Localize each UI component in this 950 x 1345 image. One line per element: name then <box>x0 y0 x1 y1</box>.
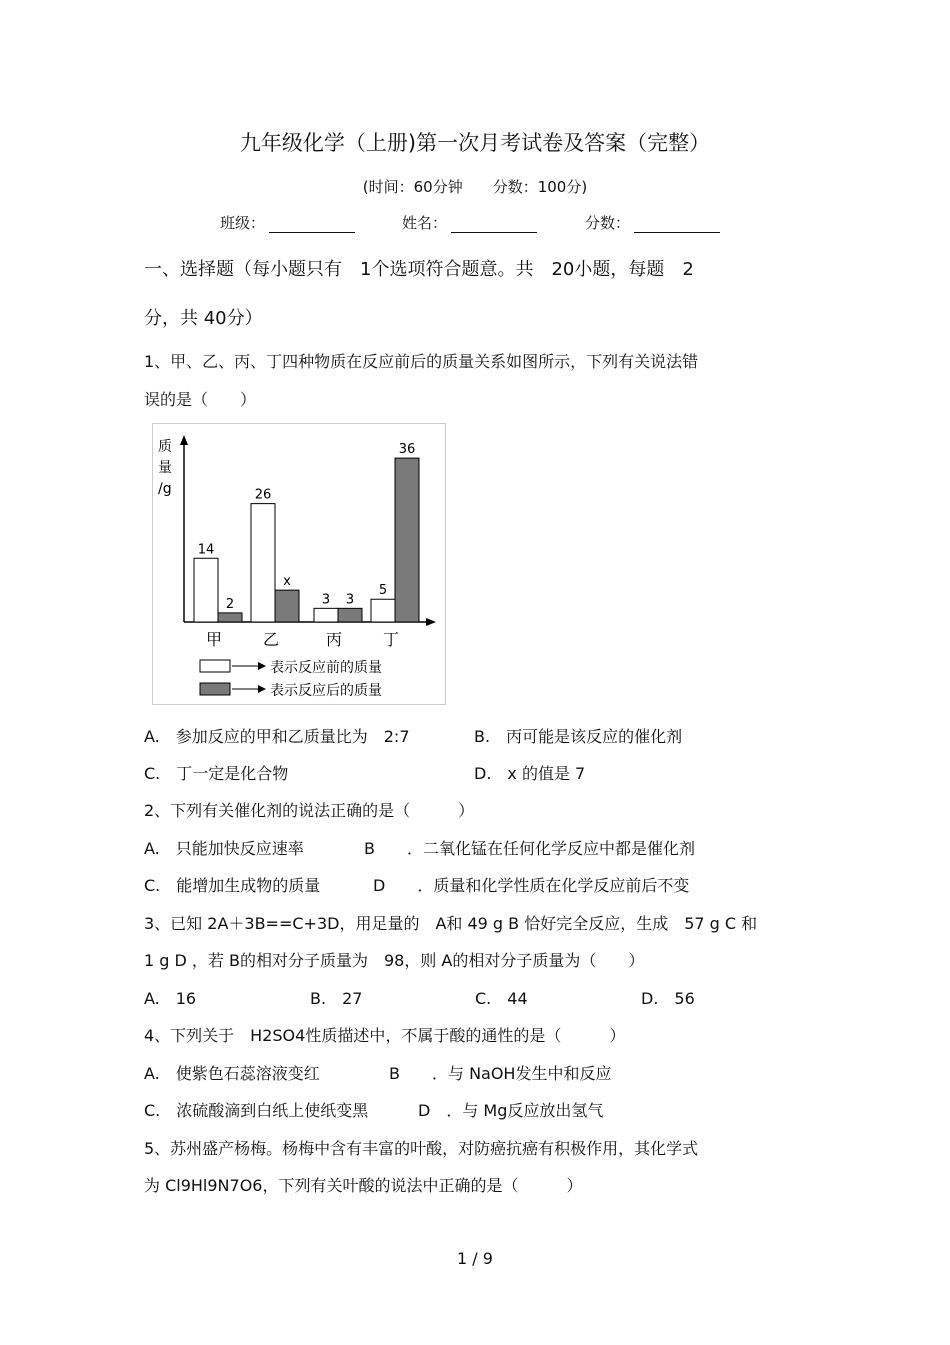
q1-option-d: D. x 的值是 7 <box>474 764 586 783</box>
bar-label-after-2: 3 <box>345 592 355 608</box>
q4-option-a: A. 使紫色石蕊溶液变红 <box>144 1064 320 1083</box>
score-blank <box>634 216 720 233</box>
q2-option-d: D ．质量和化学性质在化学反应前后不变 <box>373 876 690 895</box>
q3-option-b: B. 27 <box>310 989 363 1008</box>
legend-swatch-after <box>200 683 230 695</box>
y-label-2: 量 <box>158 460 172 476</box>
name-label: 姓名： <box>402 214 448 232</box>
bar-after-1 <box>275 590 299 622</box>
q1-option-c: C. 丁一定是化合物 <box>144 764 289 783</box>
q2-text: 2、下列有关催化剂的说法正确的是（ ） <box>144 801 475 820</box>
q4-option-d: D ．与 Mg反应放出氢气 <box>418 1101 604 1120</box>
q2-option-b: B ．二氧化锰在任何化学反应中都是催化剂 <box>364 839 695 858</box>
class-label: 班级： <box>220 214 266 232</box>
page-number: 1 / 9 <box>457 1249 493 1268</box>
legend-swatch-before <box>200 660 230 672</box>
bar-before-2 <box>314 608 338 622</box>
q4-option-c: C. 浓硫酸滴到白纸上使纸变黑 <box>144 1101 369 1120</box>
q3-text-line1: 3、已知 2A＋3B==C+3D，用足量的 A和 49 g B 恰好完全反应，生成 57 g C 和 <box>144 914 758 933</box>
y-label-1: 质 <box>158 439 172 455</box>
q3-option-a: A. 16 <box>144 989 197 1008</box>
bar-label-after-0: 2 <box>225 596 235 612</box>
bar-label-before-0: 14 <box>197 542 215 558</box>
chart-svg <box>152 423 446 705</box>
exam-time-score: (时间：60分钟 分数：100分) <box>362 178 588 196</box>
bar-after-2 <box>338 608 362 622</box>
q2-option-c: C. 能增加生成物的质量 <box>144 876 321 895</box>
bar-label-after-1: x <box>283 574 291 590</box>
category-label-3: 丁 <box>382 630 400 649</box>
q1-text-line1: 1、甲、乙、丙、丁四种物质在反应前后的质量关系如图所示，下列有关说法错 <box>144 352 699 371</box>
bar-label-before-1: 26 <box>254 487 272 503</box>
category-label-2: 丙 <box>325 630 343 649</box>
q5-text-line2: 为 Cl9Hl9N7O6，下列有关叶酸的说法中正确的是（ ） <box>144 1176 583 1195</box>
q5-text-line1: 5、苏州盛产杨梅。杨梅中含有丰富的叶酸，对防癌抗癌有积极作用，其化学式 <box>144 1139 699 1158</box>
score-label: 分数： <box>585 214 631 232</box>
class-blank <box>269 216 355 233</box>
q4-text: 4、下列关于 H2SO4性质描述中，不属于酸的通性的是（ ） <box>144 1026 626 1045</box>
bar-before-1 <box>251 504 275 622</box>
legend-label-after: 表示反应后的质量 <box>270 683 382 699</box>
section-heading-line2: 分，共 40分） <box>144 308 263 329</box>
q1-text-line2: 误的是（ ） <box>144 390 257 409</box>
name-blank <box>451 216 537 233</box>
bar-label-after-3: 36 <box>398 442 416 458</box>
score-field <box>585 212 720 233</box>
q1-option-b: B. 丙可能是该反应的催化剂 <box>474 727 683 746</box>
mass-bar-chart <box>152 423 446 705</box>
q3-text-line2: 1 g D ，若 B的相对分子质量为 98，则 A的相对分子质量为（ ） <box>144 951 645 970</box>
section-heading-line1: 一、选择题（每小题只有 1个选项符合题意。共 20小题，每题 2 <box>144 259 694 280</box>
bar-after-0 <box>218 613 242 622</box>
bar-label-before-3: 5 <box>378 583 388 599</box>
q1-option-a: A. 参加反应的甲和乙质量比为 2:7 <box>144 727 410 746</box>
category-label-1: 乙 <box>262 630 280 649</box>
bar-before-3 <box>371 599 395 622</box>
y-label-3: /g <box>158 481 172 497</box>
bar-before-0 <box>194 558 218 622</box>
legend-label-before: 表示反应前的质量 <box>270 660 382 676</box>
class-field <box>220 212 355 233</box>
bar-label-before-2: 3 <box>321 592 331 608</box>
q2-option-a: A. 只能加快反应速率 <box>144 839 304 858</box>
name-field <box>402 212 537 233</box>
q4-option-b: B ．与 NaOH发生中和反应 <box>389 1064 612 1083</box>
category-label-0: 甲 <box>205 630 223 649</box>
q3-option-c: C. 44 <box>475 989 528 1008</box>
bar-after-3 <box>395 458 419 622</box>
page-title: 九年级化学（上册)第一次月考试卷及答案（完整） <box>239 131 711 155</box>
q3-option-d: D. 56 <box>641 989 695 1008</box>
